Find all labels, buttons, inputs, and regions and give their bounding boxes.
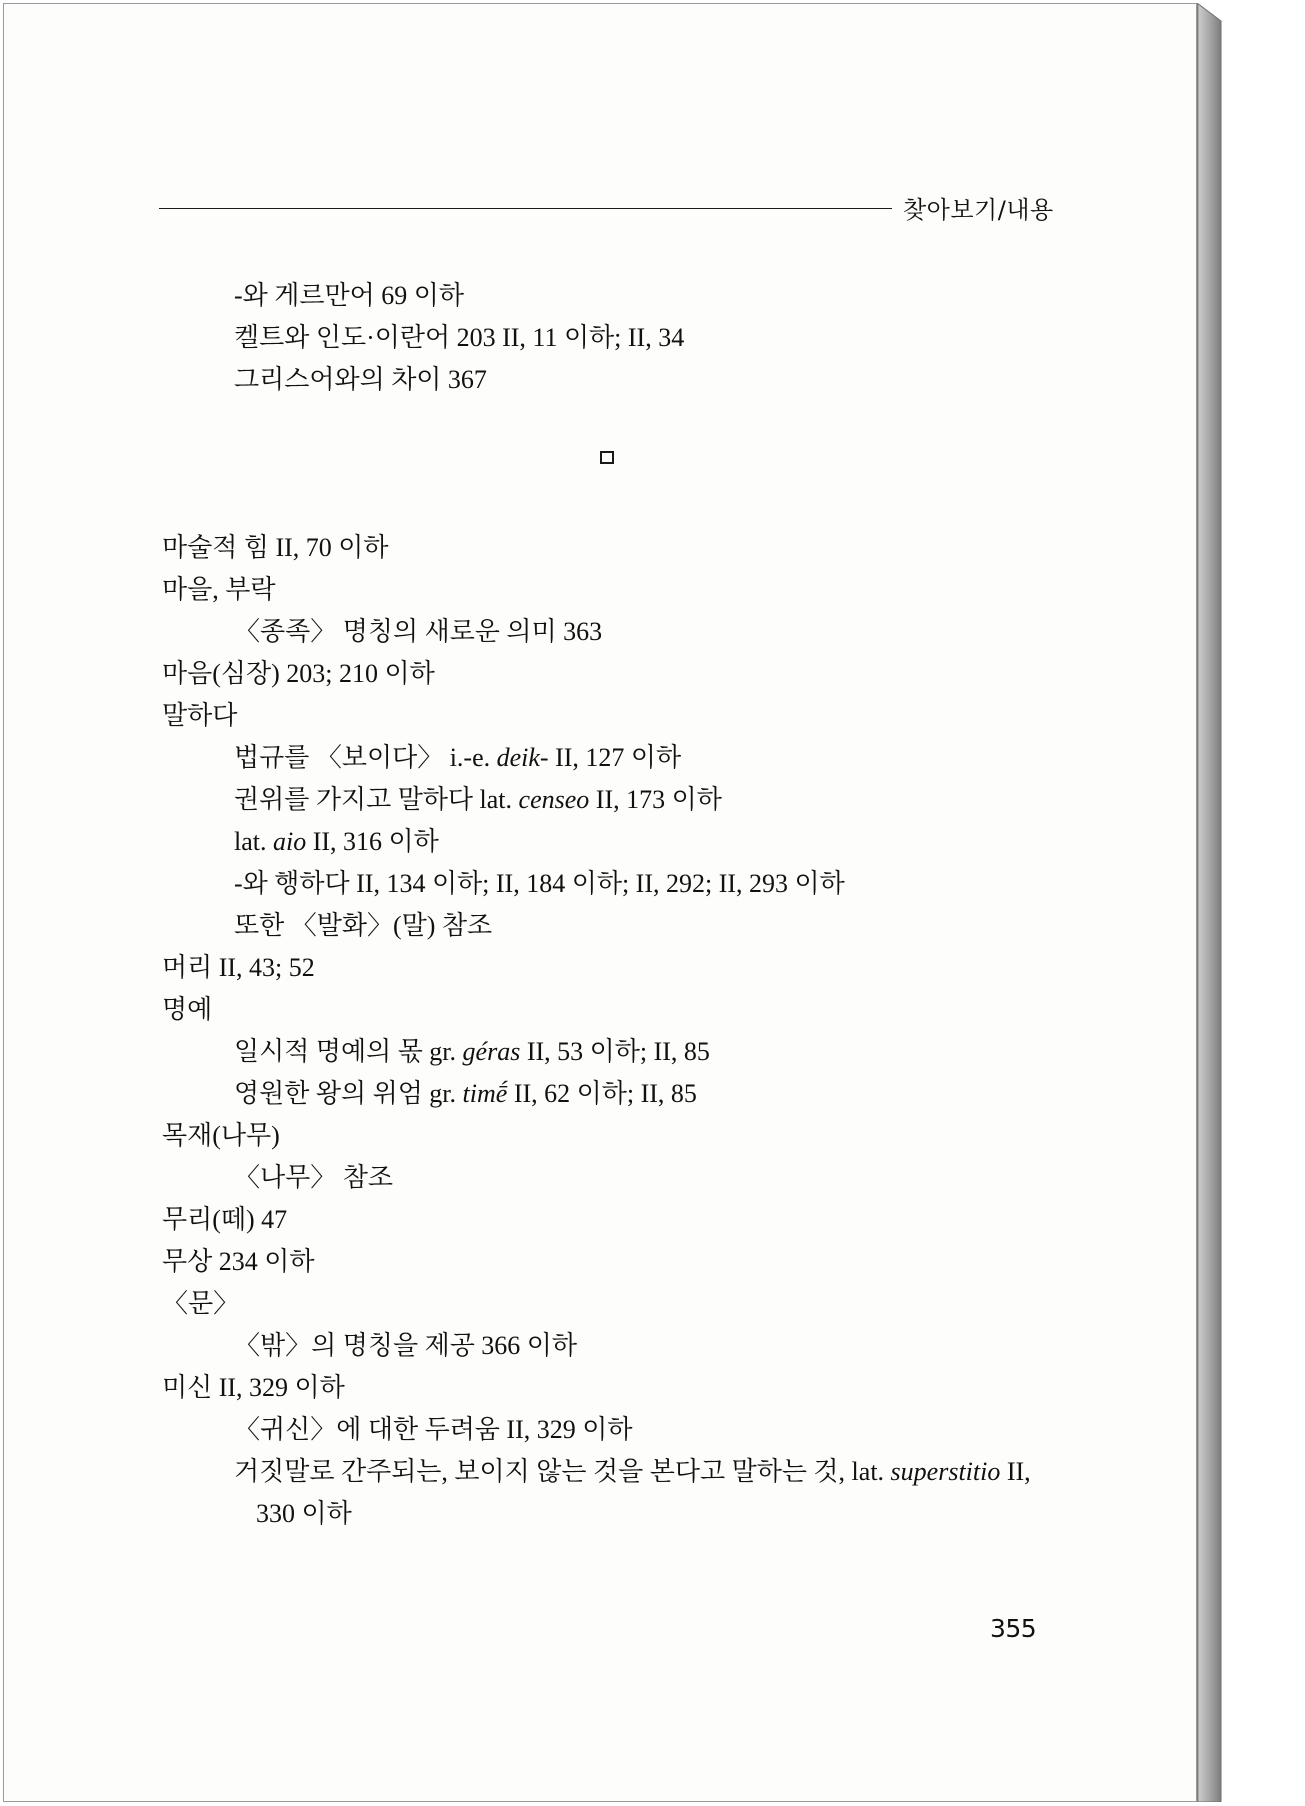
index-entry: 무상 234 이하: [162, 1247, 315, 1276]
index-entry: 무리(떼) 47: [162, 1205, 288, 1234]
page-number: 355: [990, 1614, 1037, 1643]
index-entry: 말하다: [162, 701, 238, 730]
index-subentry: 또한 〈발화〉(말) 참조: [234, 911, 493, 940]
section-letter-glyph: [600, 451, 614, 464]
index-subentry: 법규를 〈보이다〉 i.-e. deik- II, 127 이하: [234, 743, 682, 772]
running-head: 찾아보기/내용: [903, 196, 1054, 224]
latin-term: aio: [273, 827, 307, 856]
greek-term: géras: [462, 1037, 521, 1066]
index-subentry: 일시적 명예의 몫 gr. géras II, 53 이하; II, 85: [234, 1037, 710, 1066]
index-entry: 마음(심장) 203; 210 이하: [162, 659, 435, 688]
index-subentry: 권위를 가지고 말하다 lat. censeo II, 173 이하: [234, 785, 722, 814]
latin-term: deik-: [496, 743, 549, 772]
index-entry: 목재(나무): [162, 1121, 280, 1150]
index-subentry: 〈밖〉의 명칭을 제공 366 이하: [234, 1331, 578, 1360]
index-subentry: 영원한 왕의 위엄 gr. timḗ II, 62 이하; II, 85: [234, 1079, 697, 1108]
running-head-rule: [159, 208, 892, 209]
index-entry: 미신 II, 329 이하: [162, 1373, 345, 1402]
index-entry: 머리 II, 43; 52: [162, 953, 315, 982]
section-letter: [4, 448, 1201, 469]
book-page: [3, 3, 1197, 1802]
index-entry: 마을, 부락: [162, 575, 276, 604]
index-entry: 〈문〉: [162, 1289, 240, 1318]
latin-term: superstitio: [890, 1457, 1001, 1486]
index-subentry: 켈트와 인도·이란어 203 II, 11 이하; II, 34: [234, 323, 685, 352]
index-subentry-continuation: 330 이하: [256, 1499, 352, 1528]
index-subentry: 〈종족〉 명칭의 새로운 의미 363: [234, 617, 603, 646]
index-subentry: 〈귀신〉에 대한 두려움 II, 329 이하: [234, 1415, 633, 1444]
index-subentry: 그리스어와의 차이 367: [234, 365, 487, 394]
greek-term: timḗ: [462, 1079, 508, 1108]
index-subentry: -와 게르만어 69 이하: [234, 281, 464, 310]
page-edge: [1197, 3, 1225, 1802]
index-entry: 마술적 힘 II, 70 이하: [162, 533, 389, 562]
index-entry: 명예: [162, 995, 213, 1024]
index-subentry: 〈나무〉 참조: [234, 1163, 393, 1192]
index-subentry: 거짓말로 간주되는, 보이지 않는 것을 본다고 말하는 것, lat. superstitio II,: [234, 1457, 1031, 1486]
index-subentry: lat. aio II, 316 이하: [234, 827, 439, 856]
latin-term: censeo: [518, 785, 590, 814]
index-subentry: -와 행하다 II, 134 이하; II, 184 이하; II, 292; II, 293 이하: [234, 869, 845, 898]
